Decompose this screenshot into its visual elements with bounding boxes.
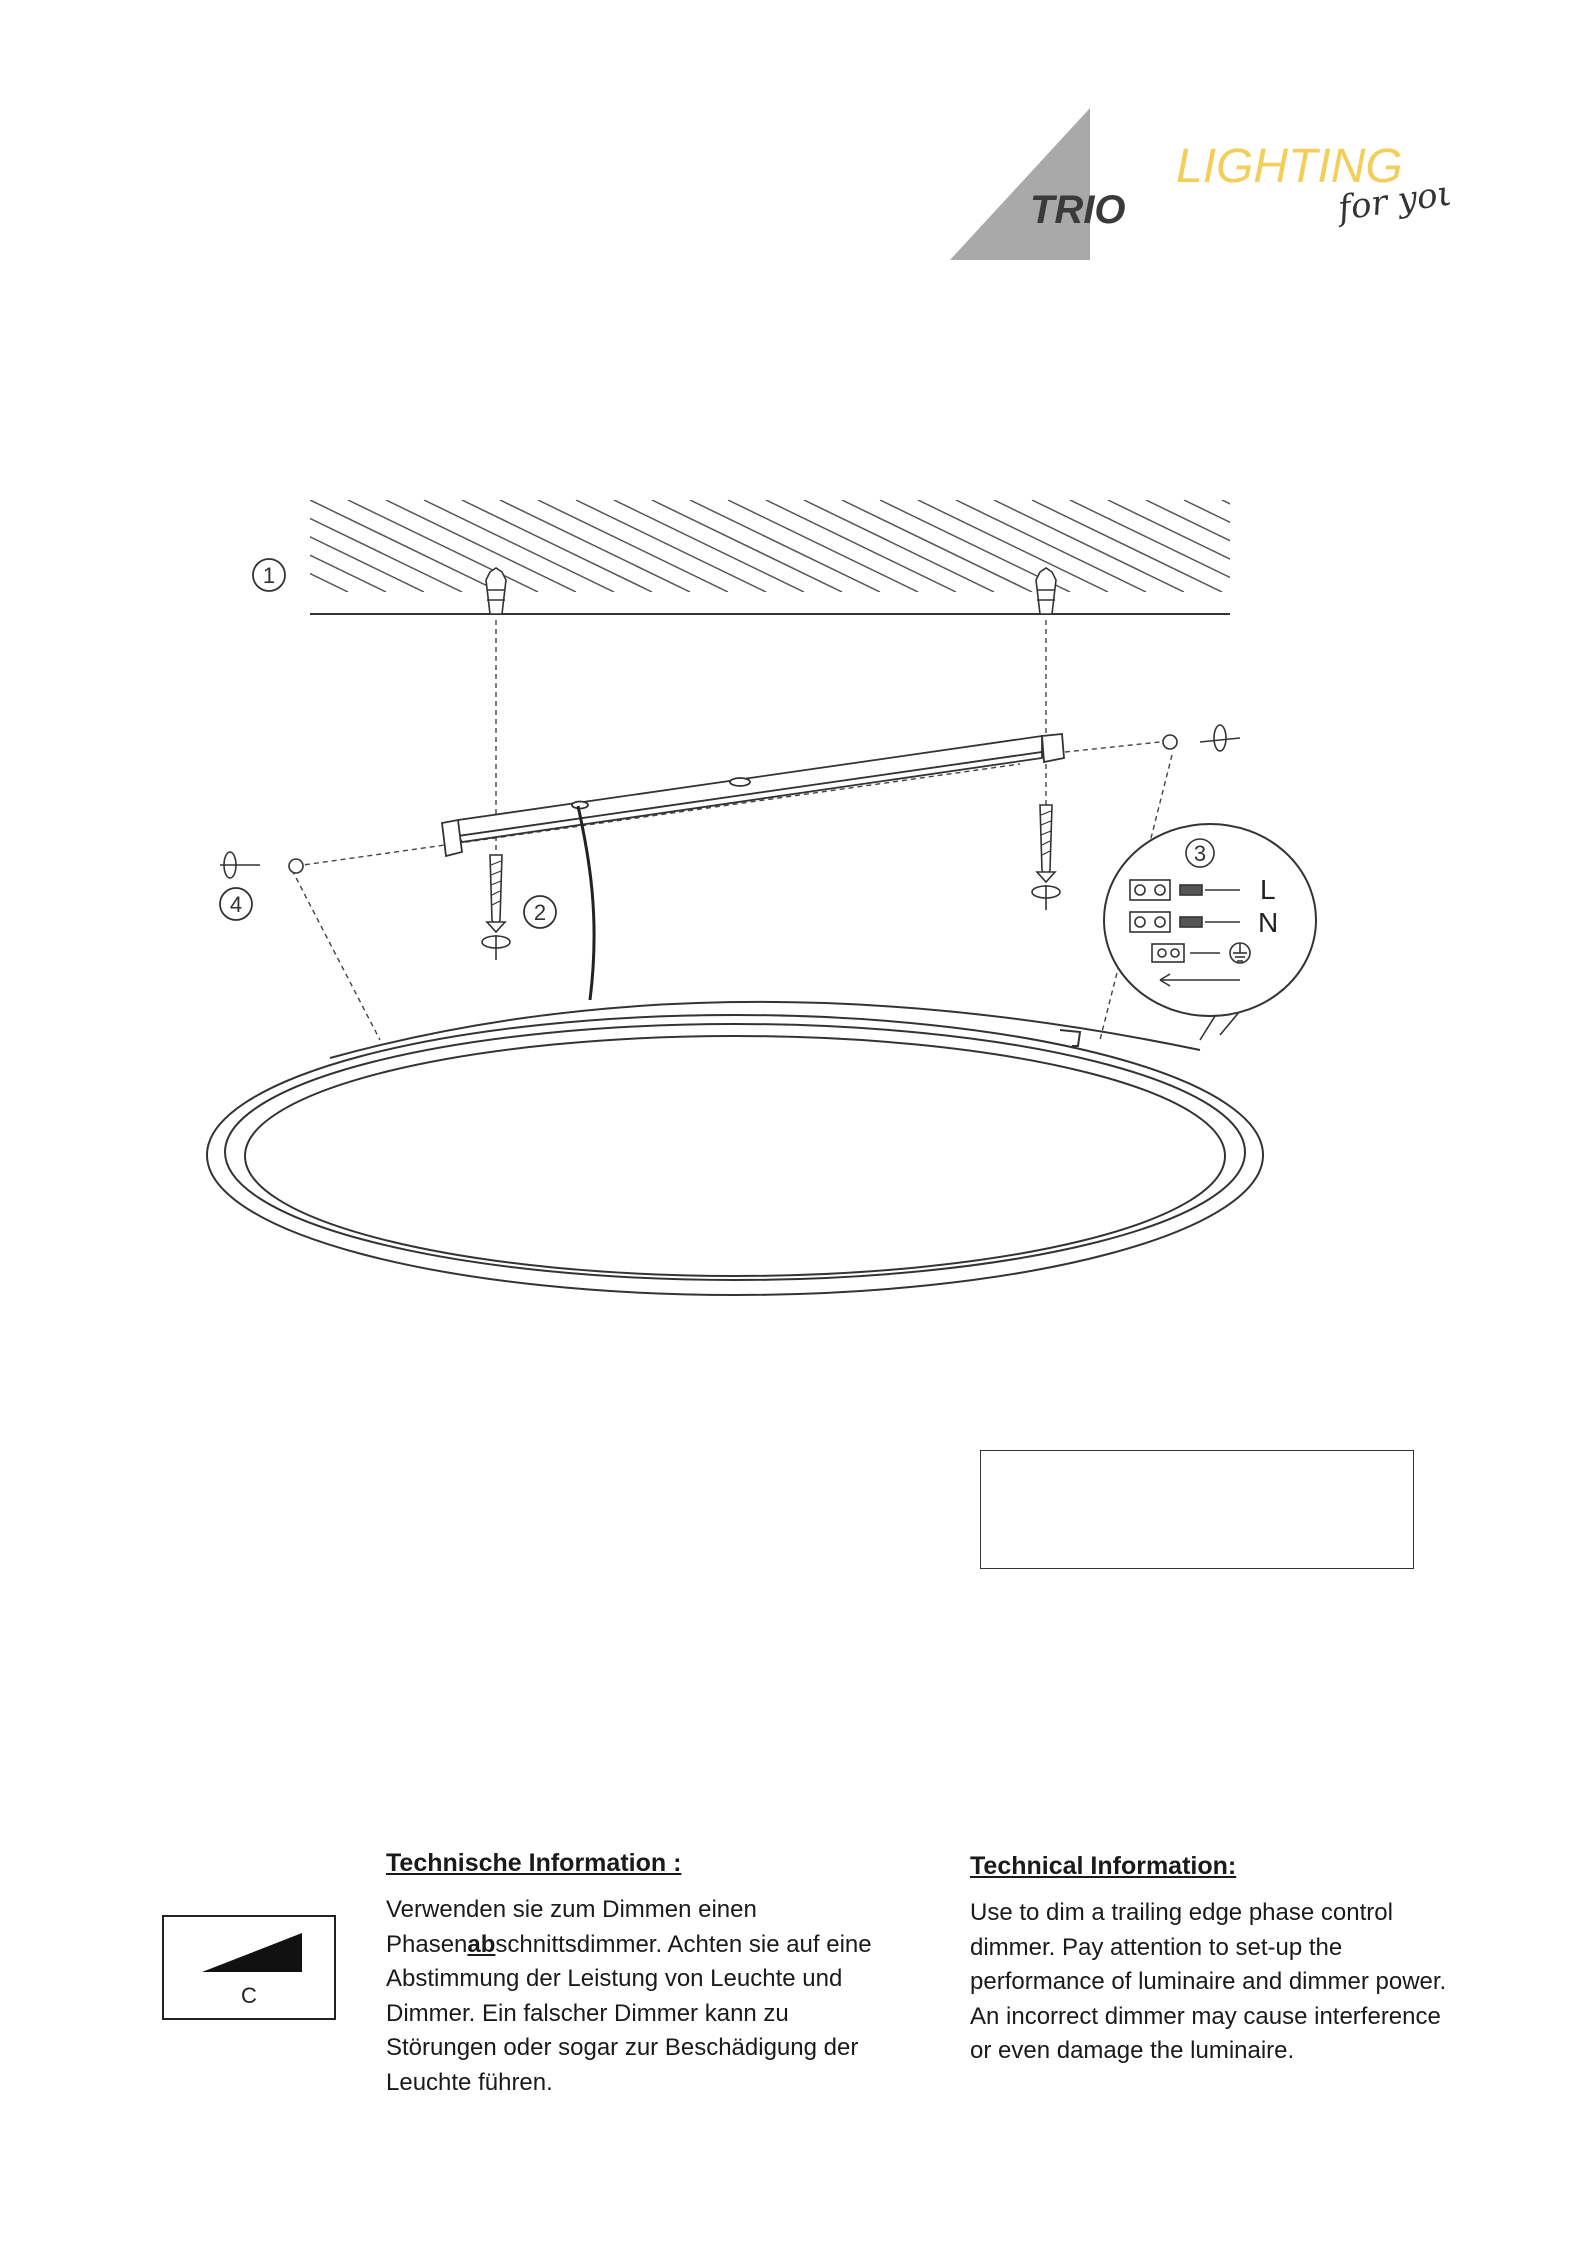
hatch-line xyxy=(386,500,576,592)
hatch-line xyxy=(1336,500,1460,592)
hatch-line xyxy=(804,500,994,592)
svg-text:3: 3 xyxy=(1193,841,1207,866)
english-line: An incorrect dimmer may cause interference xyxy=(970,2002,1441,2030)
english-text xyxy=(970,1896,1530,2069)
product-label-box xyxy=(980,1450,1414,1569)
logo-tagline-sub: for you xyxy=(1335,172,1450,229)
german-line: Leuchte führen. xyxy=(386,2068,553,2096)
trailing-edge-dimmer-icon xyxy=(194,1925,304,1980)
hatch-line xyxy=(1108,500,1298,592)
rotate-arrow-icon xyxy=(220,725,1240,960)
hatch-line xyxy=(994,500,1184,592)
hatch-line xyxy=(1070,500,1260,592)
english-line: performance of luminaire and dimmer power. xyxy=(970,1968,1447,1995)
svg-text:2: 2 xyxy=(533,900,547,925)
hatch-line xyxy=(842,500,1032,592)
english-line: dimmer. Pay attention to set-up the xyxy=(970,1933,1343,1961)
assembly-diagram xyxy=(200,480,1460,1310)
hatch-line xyxy=(1222,500,1412,592)
step-2-marker xyxy=(524,896,556,928)
mounting-bracket-icon xyxy=(442,734,1064,856)
german-line xyxy=(386,1928,946,1963)
german-line-part: schnittsdimmer. Achten sie auf eine xyxy=(495,1930,872,1958)
supply-cable xyxy=(578,806,594,1000)
german-line: Verwenden sie zum Dimmen einen xyxy=(386,1896,757,1923)
hatch-line xyxy=(1146,500,1336,592)
hatch-line xyxy=(766,500,956,592)
round-panel-luminaire-icon xyxy=(207,1002,1263,1295)
hatch-line xyxy=(1298,500,1460,592)
german-line: Abstimmung der Leistung von Leuchte und xyxy=(386,1965,843,1992)
ceiling-hatch-icon xyxy=(200,500,1460,592)
logo-brand: TRIO xyxy=(1030,188,1126,232)
wire-label-live: L xyxy=(1260,874,1276,905)
english-heading: Technical Information: xyxy=(970,1852,1237,1880)
hatch-line xyxy=(1032,500,1222,592)
dimmer-symbol xyxy=(162,1915,336,2020)
dimmer-letter: C xyxy=(241,1983,257,2008)
step-4-marker xyxy=(220,888,252,920)
svg-text:1: 1 xyxy=(262,563,276,588)
hatch-line xyxy=(1412,500,1460,592)
german-text xyxy=(386,1893,946,2100)
hatch-line xyxy=(1184,500,1374,592)
hatch-line xyxy=(538,500,728,592)
terminal-block-icon xyxy=(1104,824,1316,1040)
german-heading: Technische Information : xyxy=(386,1849,682,1877)
hatch-line xyxy=(200,500,386,592)
trio-logo xyxy=(950,100,1450,270)
hatch-line xyxy=(500,500,690,592)
hatch-line xyxy=(614,500,804,592)
hatch-line xyxy=(1374,500,1460,592)
logo-triangle-icon xyxy=(950,100,1450,270)
wall-plug-icon xyxy=(486,568,1056,614)
wire-label-neutral: N xyxy=(1258,907,1279,938)
hatch-line xyxy=(652,500,842,592)
english-line: Use to dim a trailing edge phase control xyxy=(970,1899,1393,1926)
english-line: or even damage the luminaire. xyxy=(970,2037,1295,2064)
hatch-line xyxy=(690,500,880,592)
hatch-line xyxy=(918,500,1108,592)
step-1-marker xyxy=(253,559,285,591)
hatch-line xyxy=(310,500,500,592)
hatch-line xyxy=(424,500,614,592)
svg-text:4: 4 xyxy=(229,892,243,917)
german-emphasis: ab xyxy=(467,1930,496,1958)
german-line-part: Phasen xyxy=(386,1930,468,1958)
hatch-line xyxy=(348,500,538,592)
hatch-line xyxy=(1260,500,1450,592)
german-line: Störungen oder sogar zur Beschädigung der xyxy=(386,2034,859,2061)
hatch-line xyxy=(576,500,766,592)
hatch-line xyxy=(728,500,918,592)
hatch-line xyxy=(272,500,462,592)
german-line: Dimmer. Ein falscher Dimmer kann zu xyxy=(386,1999,789,2027)
logo-tagline-main: LIGHTING xyxy=(1176,140,1403,193)
